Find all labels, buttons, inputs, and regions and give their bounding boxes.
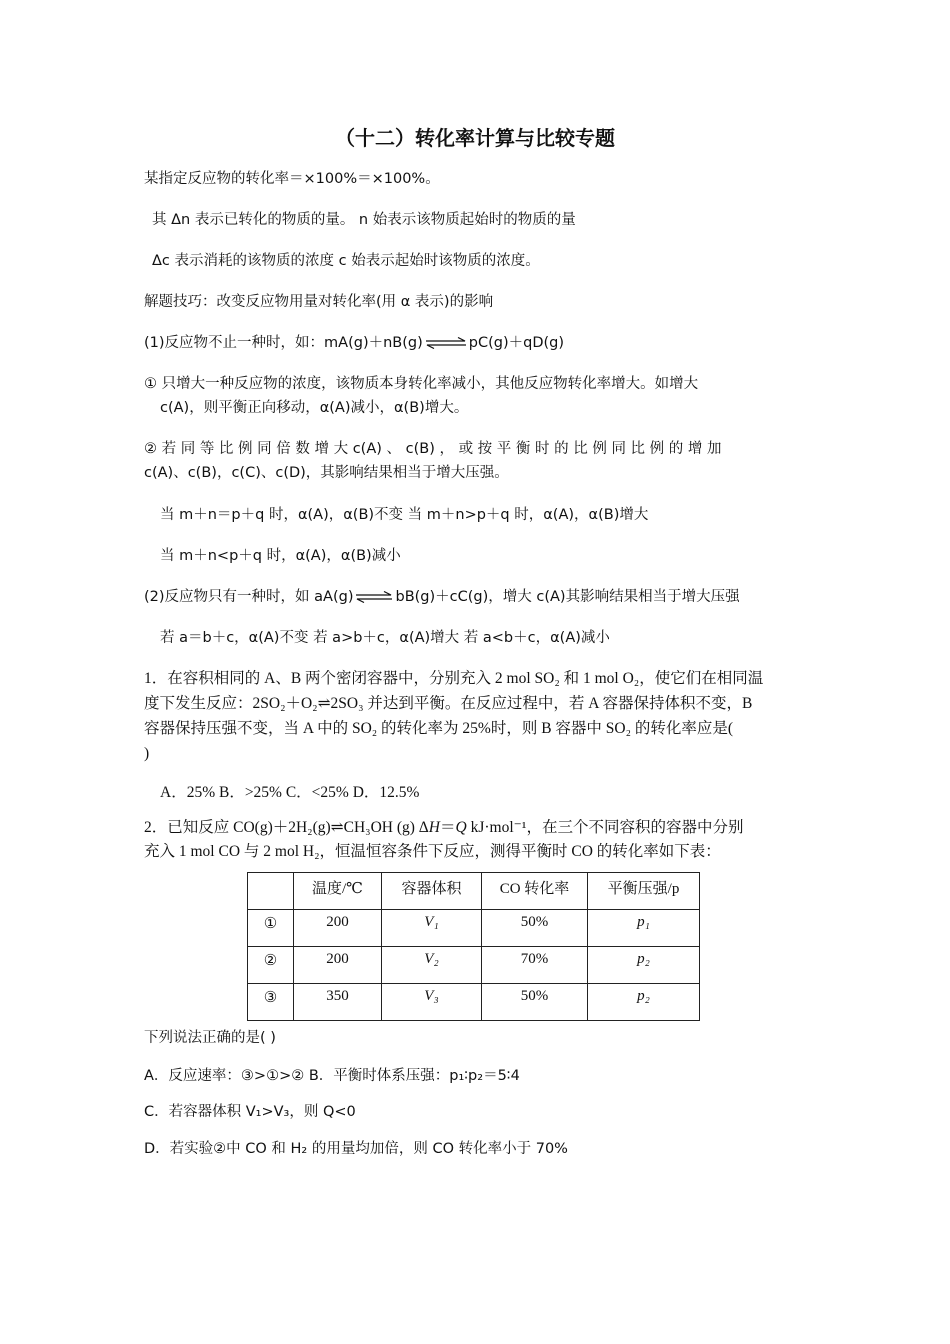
table-cell: V₂ [382,947,482,984]
table-cell: ① [248,910,294,947]
delta-n-note: 其 Δn 表示已转化的物质的量。 n 始表示该物质起始时的物质的量 [152,212,576,228]
table-header-cell: CO 转化率 [482,873,588,910]
q2-line2: 充入 1 mol CO 与 2 mol H₂，恒温恒容条件下反应，测得平衡时 CO 的转化率如下表： [144,843,721,860]
case1-heading-left: (1)反应物不止一种时，如：mA(g)＋nB(g) [144,335,423,351]
table-row [248,947,700,984]
case1-point2-line2: c(A)、c(B)，c(C)、c(D)，其影响结果相当于增大压强。 [144,465,509,481]
table-cell: p₂ [588,947,700,984]
table-row [248,984,700,1021]
q1-line2: 度下发生反应：2SO₂＋O₂⇌2SO₃ 并达到平衡。在反应过程中，若 A 容器保持体积不变，B [144,695,753,712]
case1-point1-line1: ① 只增大一种反应物的浓度，该物质本身转化率减小，其他反应物转化率增大。如增大 [144,376,699,392]
case1-point1-line2: c(A)，则平衡正向移动，α(A)减小，α(B)增大。 [160,400,469,416]
conversion-definition: 某指定反应物的转化率＝×100%＝×100%。 [144,171,440,187]
table-cell: V₃ [382,984,482,1021]
q2-reaction: 2．已知反应 CO(g)＋2H₂(g)⇌CH₃OH (g) Δ [144,819,429,836]
q2-line1 [144,818,743,838]
q2-equals: ＝ [439,819,456,836]
table-cell: 50% [482,984,588,1021]
delta-c-note: Δc 表示消耗的该物质的浓度 c 始表示起始时该物质的浓度。 [152,253,540,269]
page-title: （十二）转化率计算与比较专题 [335,126,615,150]
table-header-row [248,873,700,910]
heat-symbol: Q [455,819,467,836]
q2-prompt: 下列说法正确的是( ) [144,1030,276,1046]
case1-heading [144,333,564,353]
table-cell: ③ [248,984,294,1021]
case2-heading-left: (2)反应物只有一种时，如 aA(g) [144,589,354,605]
case2-heading-right: bB(g)＋cC(g)，增大 c(A)其影响结果相当于增大压强 [395,589,740,605]
table-header-cell: 容器体积 [382,873,482,910]
equilibrium-arrow-icon [424,337,468,349]
q1-line1: 1．在容积相同的 A、B 两个密闭容器中，分别充入 2 mol SO₂ 和 1 mol O₂，使它们在相同温 [144,670,764,687]
enthalpy-symbol: H [428,819,440,836]
case1-rule1: 当 m＋n＝p＋q 时，α(A)，α(B)不变 当 m＋n>p＋q 时，α(A)，α(B)增大 [160,507,649,523]
q1-line3: 容器保持压强不变，当 A 中的 SO₂ 的转化率为 25%时，则 B 容器中 SO₂ 的转化率应是( [144,720,734,737]
case2-rule: 若 a＝b＋c，α(A)不变 若 a>b＋c，α(A)增大 若 a<b＋c，α(A)减小 [160,630,610,646]
q2-option-d: D．若实验②中 CO 和 H₂ 的用量均加倍，则 CO 转化率小于 70% [144,1141,568,1157]
q1-line4: ) [144,745,150,762]
equilibrium-arrow-icon [354,591,394,603]
table-cell: V₁ [382,910,482,947]
case2-heading [144,587,740,607]
table-cell: 200 [294,947,382,984]
table-cell: p₂ [588,984,700,1021]
case1-heading-right: pC(g)＋qD(g) [468,335,564,351]
case1-rule2: 当 m＋n<p＋q 时，α(A)，α(B)减小 [160,548,401,564]
table-header-cell [248,873,294,910]
table-row [248,910,700,947]
solving-tip: 解题技巧：改变反应物用量对转化率(用 α 表示)的影响 [144,294,494,310]
conversion-table [247,872,700,1021]
table-cell: p₁ [588,910,700,947]
q2-option-c: C．若容器体积 V₁>V₃，则 Q<0 [144,1104,356,1120]
q1-options: A．25% B．>25% C．<25% D．12.5% [160,784,420,801]
table-cell: 350 [294,984,382,1021]
case1-point2-line1: ② 若 同 等 比 例 同 倍 数 增 大 c(A) 、 c(B) ， 或 按 平 衡 时 的 比 例 同 比 例 的 增 加 [144,441,722,457]
table-cell: 50% [482,910,588,947]
table-cell: ② [248,947,294,984]
table-cell: 70% [482,947,588,984]
q2-line1-rest: kJ·mol⁻¹，在三个不同容积的容器中分别 [466,819,744,836]
q2-option-a-b: A．反应速率：③>①>② B．平衡时体系压强：p₁∶p₂＝5∶4 [144,1068,520,1084]
table-header-cell: 平衡压强/p [588,873,700,910]
table-cell: 200 [294,910,382,947]
table-header-cell: 温度/℃ [294,873,382,910]
